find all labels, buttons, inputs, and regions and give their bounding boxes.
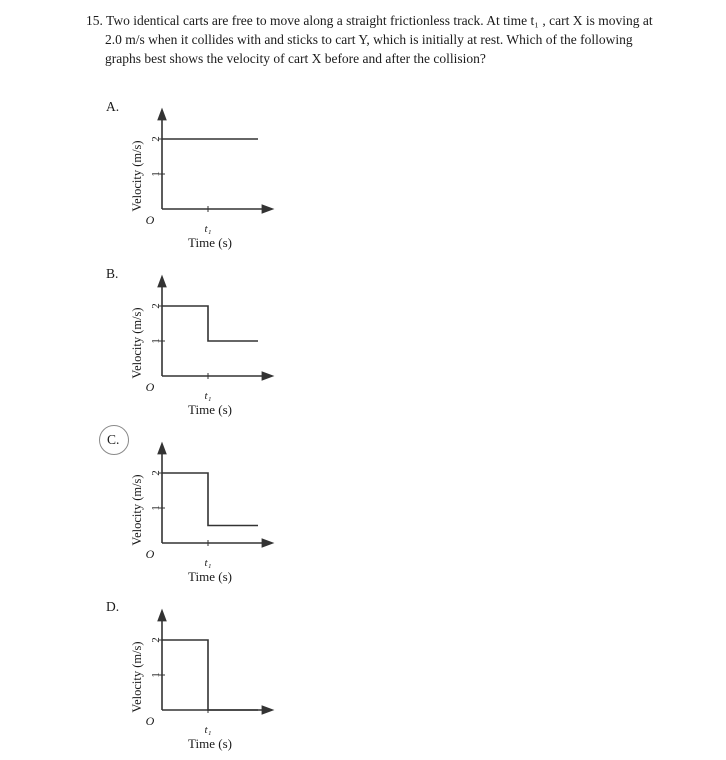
origin-label: O — [145, 380, 155, 394]
velocity-time-graph — [120, 609, 280, 754]
y-axis-label: Velocity (m/s) — [130, 140, 144, 212]
x-axis-label: Time (s) — [188, 402, 232, 417]
y-tick-label: 1 — [150, 338, 162, 344]
question-line-1: Two identical carts are free to move along a straight frictionless track. At time t₁ , cart X is moving at — [106, 13, 653, 28]
question-line-3: graphs best shows the velocity of cart X before and after the collision? — [105, 51, 486, 66]
question-text — [86, 11, 686, 68]
velocity-time-graph — [120, 275, 280, 420]
y-tick-label: 2 — [150, 637, 162, 643]
y-tick-label: 1 — [150, 505, 162, 511]
velocity-time-graph — [120, 108, 280, 253]
x-tick-label: t₁ — [204, 223, 212, 235]
y-tick-label: 2 — [150, 303, 162, 309]
option-letter[interactable]: C. — [107, 432, 120, 447]
velocity-line — [162, 473, 258, 526]
x-axis-label: Time (s) — [188, 235, 232, 250]
option-letter[interactable]: A. — [106, 99, 120, 114]
origin-label: O — [145, 547, 155, 561]
x-tick-label: t₁ — [204, 557, 212, 569]
y-tick-label: 2 — [150, 470, 162, 476]
x-axis-label: Time (s) — [188, 569, 232, 584]
option-letter[interactable]: B. — [106, 266, 119, 281]
y-axis-label: Velocity (m/s) — [130, 307, 144, 379]
y-tick-label: 1 — [150, 171, 162, 177]
question-line-2: 2.0 m/s when it collides with and sticks to cart Y, which is initially at rest. Which of the following — [105, 32, 633, 47]
question-number: 15. — [86, 13, 103, 28]
x-tick-label: t₁ — [204, 390, 212, 402]
y-axis-label: Velocity (m/s) — [130, 474, 144, 546]
y-axis-label: Velocity (m/s) — [130, 641, 144, 713]
origin-label: O — [145, 714, 155, 728]
velocity-line — [162, 640, 258, 710]
y-tick-label: 2 — [150, 136, 162, 142]
origin-label: O — [145, 213, 155, 227]
velocity-time-graph — [120, 442, 280, 587]
x-axis-label: Time (s) — [188, 736, 232, 751]
x-tick-label: t₁ — [204, 724, 212, 736]
y-tick-label: 1 — [150, 672, 162, 678]
velocity-line — [162, 306, 258, 341]
option-letter[interactable]: D. — [106, 599, 120, 614]
